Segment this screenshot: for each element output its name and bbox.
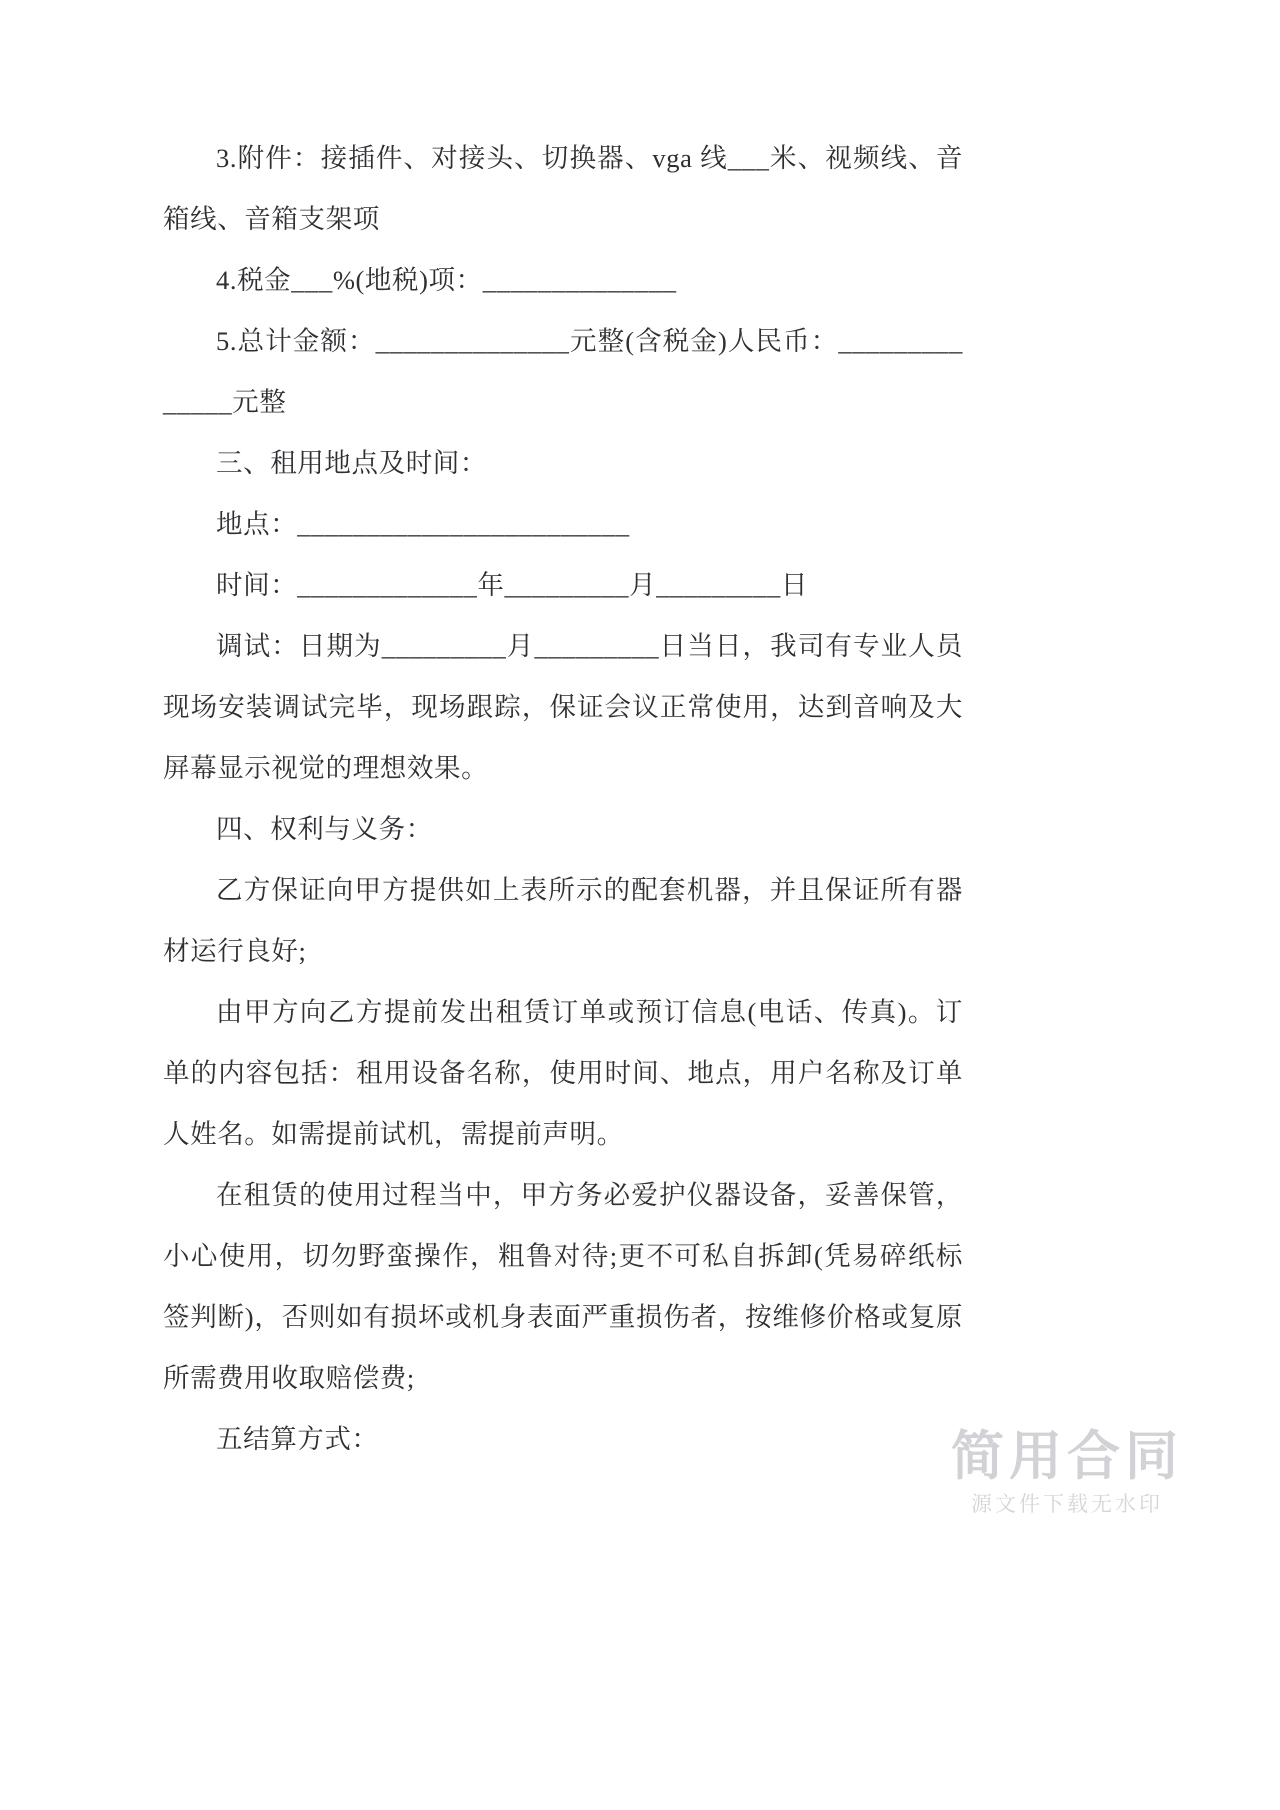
paragraph-item-5-total-amount: 5.总计金额：______________元整(含税金)人民币：______________元整 [163,326,963,417]
heading-section-4: 四、权利与义务： [216,814,433,844]
paragraph-care-of-equipment: 在租赁的使用过程当中，甲方务必爱护仪器设备，妥善保管，小心使用，切勿野蛮操作，粗鲁对待;更不可私自拆卸(凭易碎纸标签判断)，否则如有损坏或机身表面严重损伤者，按维修价格或复原所需费用收取赔偿费; [163,1180,963,1393]
paragraph-order-info: 由甲方向乙方提前发出租赁订单或预订信息(电话、传真)。订单的内容包括：租用设备名称，使用时间、地点，用户名称及订单人姓名。如需提前试机，需提前声明。 [163,997,963,1149]
watermark-brand: 简用合同 [951,1425,1183,1487]
document-body [163,128,963,1470]
paragraph-item-3-accessories: 3.附件：接插件、对接头、切换器、vga 线___米、视频线、音箱线、音箱支架项 [163,143,963,234]
heading-section-5: 五结算方式： [216,1424,379,1454]
watermark-tagline: 源文件下载无水印 [971,1492,1163,1517]
paragraph-party-b-guarantee: 乙方保证向甲方提供如上表所示的配套机器，并且保证所有器材运行良好; [163,875,963,966]
heading-section-3: 三、租用地点及时间： [216,448,487,478]
paragraph-item-4-tax: 4.税金___%(地税)项：______________ [216,265,677,295]
paragraph-rental-location: 地点：________________________ [216,509,630,539]
paragraph-debug-schedule: 调试：日期为_________月_________日当日，我司有专业人员现场安装调试完毕，现场跟踪，保证会议正常使用，达到音响及大屏幕显示视觉的理想效果。 [163,631,963,783]
paragraph-rental-time: 时间：_____________年_________月_________日 [216,570,808,600]
